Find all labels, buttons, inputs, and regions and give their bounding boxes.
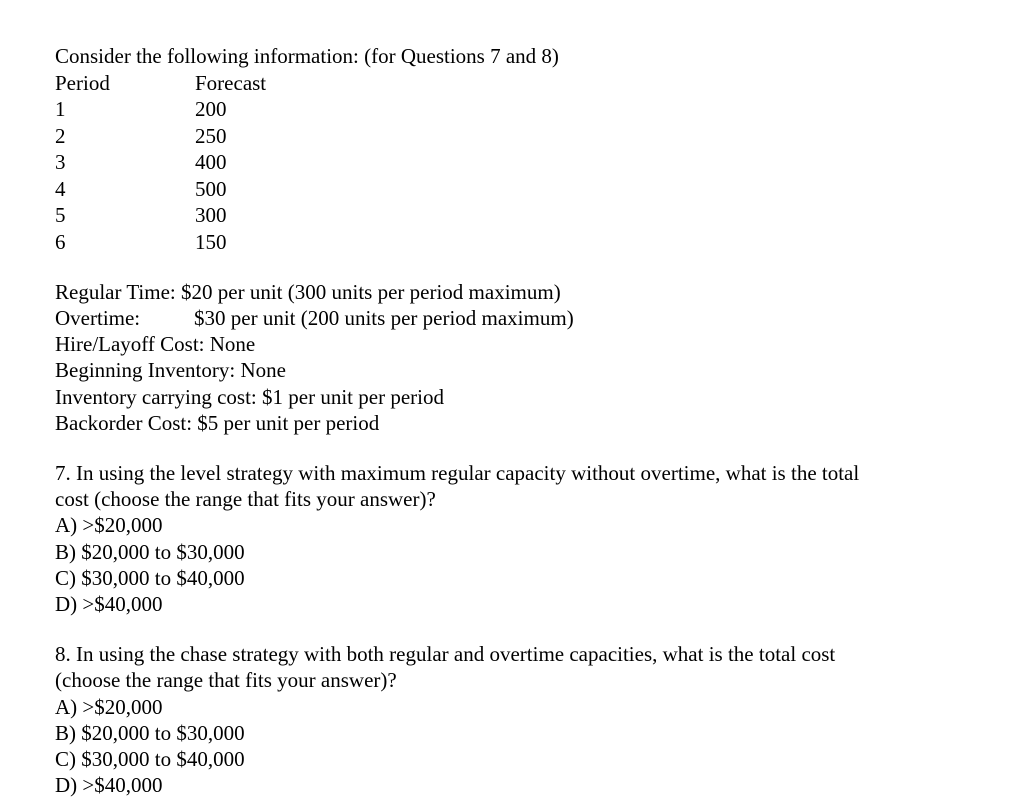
- beginning-inventory: Beginning Inventory: None: [55, 358, 286, 382]
- forecast-cell: 200: [195, 97, 227, 121]
- period-cell: 5: [55, 203, 66, 227]
- overtime-label: Overtime:: [55, 306, 141, 330]
- period-header: Period: [55, 71, 110, 95]
- question-7-option-b: B) $20,000 to $30,000: [55, 540, 245, 564]
- question-7-line-2: cost (choose the range that fits your answer)?: [55, 487, 436, 511]
- overtime-cost: $30 per unit (200 units per period maximum): [194, 306, 574, 330]
- forecast-header: Forecast: [195, 71, 267, 95]
- inventory-carrying-cost: Inventory carrying cost: $1 per unit per period: [55, 385, 444, 409]
- period-cell: 3: [55, 150, 66, 174]
- period-cell: 4: [55, 177, 66, 201]
- forecast-cell: 500: [195, 177, 227, 201]
- forecast-cell: 250: [195, 124, 227, 148]
- question-8-line-1: 8. In using the chase strategy with both regular and overtime capacities, what is the total cost: [55, 642, 836, 666]
- period-cell: 2: [55, 124, 66, 148]
- question-7-option-d: D) >$40,000: [55, 592, 163, 616]
- question-8-line-2: (choose the range that fits your answer)?: [55, 668, 397, 692]
- question-7-option-a: A) >$20,000: [55, 513, 163, 537]
- forecast-cell: 150: [195, 230, 227, 254]
- question-7-option-c: C) $30,000 to $40,000: [55, 566, 245, 590]
- period-cell: 6: [55, 230, 66, 254]
- intro-text: Consider the following information: (for Questions 7 and 8): [55, 44, 559, 68]
- question-8-option-d: D) >$40,000: [55, 773, 163, 797]
- question-8-option-b: B) $20,000 to $30,000: [55, 721, 245, 745]
- hire-layoff-cost: Hire/Layoff Cost: None: [55, 332, 256, 356]
- question-7-line-1: 7. In using the level strategy with maximum regular capacity without overtime, what is the total: [55, 461, 860, 485]
- question-8-option-a: A) >$20,000: [55, 695, 163, 719]
- question-8-option-c: C) $30,000 to $40,000: [55, 747, 245, 771]
- forecast-cell: 300: [195, 203, 227, 227]
- period-cell: 1: [55, 97, 66, 121]
- forecast-cell: 400: [195, 150, 227, 174]
- backorder-cost: Backorder Cost: $5 per unit per period: [55, 411, 380, 435]
- regular-time-cost: Regular Time: $20 per unit (300 units per period maximum): [55, 280, 561, 304]
